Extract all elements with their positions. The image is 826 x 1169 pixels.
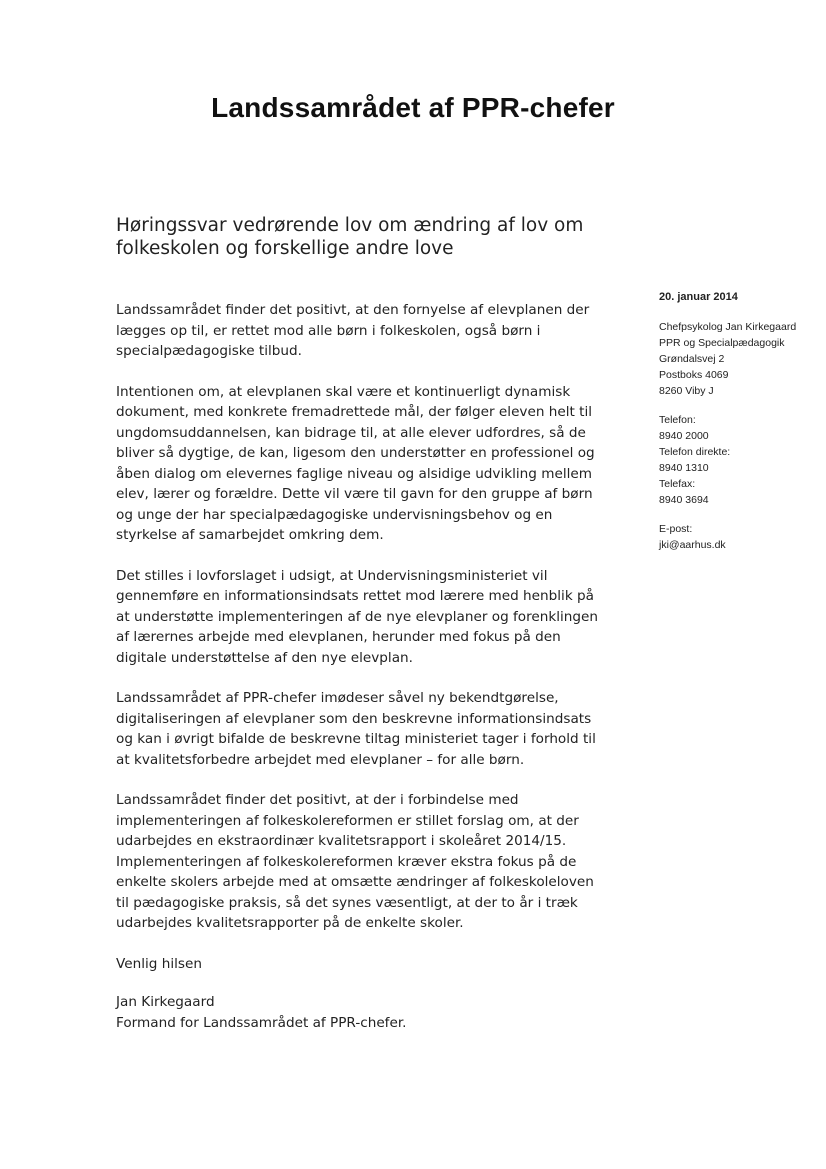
email-address[interactable]: jki@aarhus.dk — [659, 539, 726, 551]
address-line: PPR og Specialpædagogik — [659, 337, 785, 349]
paragraph-5: Landssamrådet finder det positivt, at der i forbindelse med implementeringen af folkeskolereformen er stillet forslag om, at der udarbejdes en ekstraordinær kvalitetsrapport i skoleåret 2014/15. Implementeringen af folkeskolereformen kræver ekstra fokus på de enkelte skolers arbejde med at omsætte ændringer af folkeskoleloven til pædagogiske praksis, så det synes væsentligt, at der to år i træk udarbejdes kvalitetsrapporter på de enkelte skoler. — [116, 792, 594, 931]
closing-greeting: Venlig hilsen — [116, 955, 202, 972]
fax-label: Telefax: — [659, 478, 696, 490]
email-label: E-post: — [659, 523, 693, 535]
email-block — [659, 521, 819, 553]
fax-number: 8940 3694 — [659, 494, 709, 506]
address-line: Chefpsykolog Jan Kirkegaard — [659, 321, 797, 333]
address-line: 8260 Viby J — [659, 385, 714, 397]
address-line: Grøndalsvej 2 — [659, 353, 725, 365]
direct-phone-label: Telefon direkte: — [659, 446, 731, 458]
direct-phone-number: 8940 1310 — [659, 462, 709, 474]
phone-label: Telefon: — [659, 414, 696, 426]
letter-date: 20. januar 2014 — [659, 291, 738, 303]
sender-sidebar — [659, 289, 819, 566]
signer-title: Formand for Landssamrådet af PPR-chefer. — [116, 1014, 407, 1031]
paragraph-3: Det stilles i lovforslaget i udsigt, at Undervisningsministeriet vil gennemføre en informationsindsats rettet mod lærere med henblik på at understøtte implementeringen af de nye elevplaner og forenklingen af lærernes arbejde med elevplanen, herunder med fokus på den digitale understøttelse af den nye elevplan. — [116, 567, 599, 666]
document-title: Landssamrådet af PPR-chefer — [211, 92, 615, 123]
address-line: Postboks 4069 — [659, 369, 729, 381]
paragraph-4: Landssamrådet af PPR-chefer imødeser såvel ny bekendtgørelse, digitaliseringen af elevplaner som den beskrevne informationsindsats og kan i øvrigt bifalde de beskrevne tiltag ministeriet tager i forhold til at kvalitetsforbedre arbejdet med elevplaner – for alle børn. — [116, 690, 596, 768]
sender-address — [659, 319, 819, 399]
signature-block — [116, 992, 616, 1033]
signer-name: Jan Kirkegaard — [116, 994, 215, 1010]
phone-number: 8940 2000 — [659, 430, 709, 442]
document-subject: Høringssvar vedrørende lov om ændring af lov om folkeskolen og forskellige andre love — [116, 215, 584, 259]
letter-body — [116, 300, 616, 1033]
phone-block — [659, 412, 819, 508]
paragraph-1: Landssamrådet finder det positivt, at den fornyelse af elevplanen der lægges op til, er rettet mod alle børn i folkeskolen, også børn i specialpædagogiske tilbud. — [116, 302, 590, 359]
paragraph-2: Intentionen om, at elevplanen skal være et kontinuerligt dynamisk dokument, med konkrete fremadrettede mål, der følger eleven helt til ungdomsuddannelsen, kan bidrage til, at alle elever udfordres, så de bliver så dygtige, de kan, ligesom den understøtter en professionel og åben dialog om elevernes faglige niveau og alsidige udvikling mellem elev, lærer og forældre. Dette vil være til gavn for den gruppe af børn og unge der har specialpædagogiske undervisningsbehov og en styrkelse af samarbejdet omkring dem. — [116, 383, 595, 543]
